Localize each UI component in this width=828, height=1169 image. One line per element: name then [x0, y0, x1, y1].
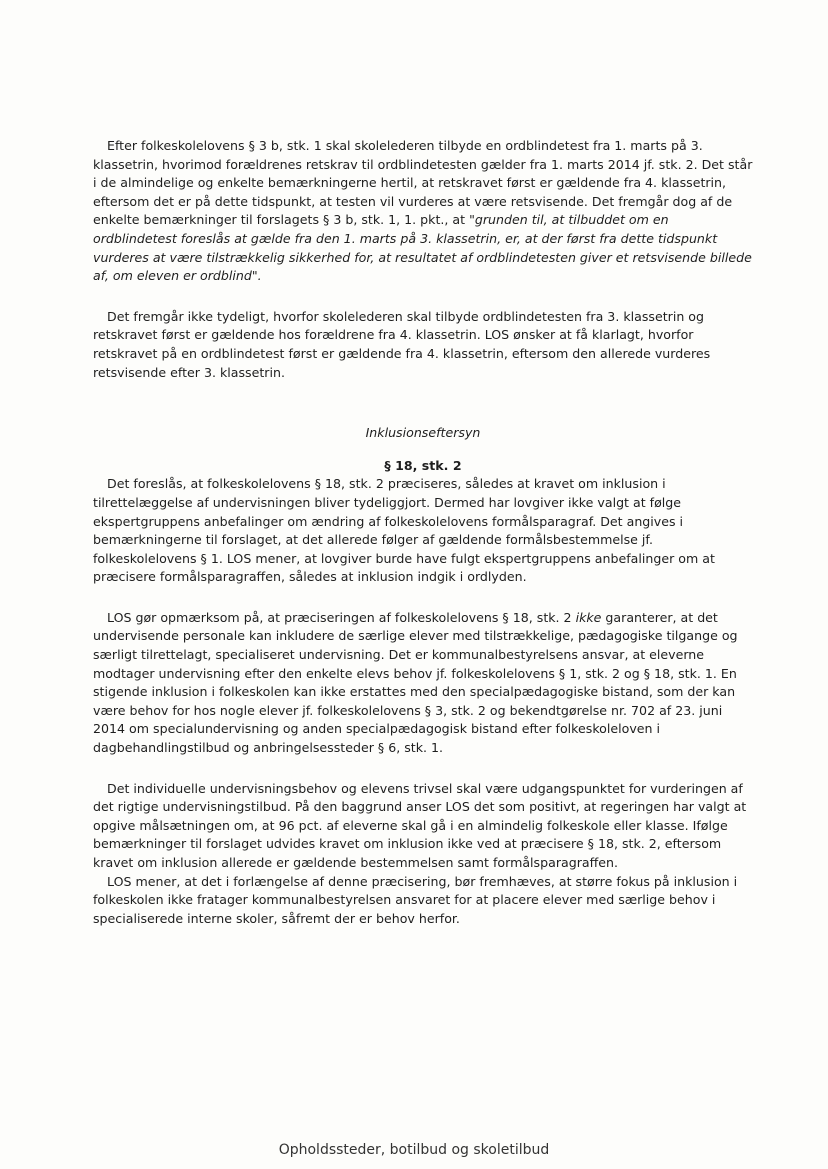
- document-body: [93, 137, 753, 928]
- paragraph-inklusion-2: [93, 609, 753, 758]
- paragraph-inklusion-4: LOS mener, at det i forlængelse af denne præcisering, bør fremhæves, at større fokus på inklusion i folkeskolen ikke fratager kommunalbestyrelsen ansvaret for at placere elever med særlige behov i specialiserede interne skoler, såfremt der er behov herfor.: [93, 873, 738, 926]
- emphasis-text: ikke: [575, 609, 602, 625]
- paragraph-text: Efter folkeskolelovens § 3 b, stk. 1 skal skolelederen tilbyde en ordblindetest fra 1. marts på 3. klassetrin, hvorimod forældrenes retskrav til ordblindetesten gælder fra 1. marts 2014 jf. stk. 2. Det står i de almindelige og enkelte bemærkningerne hertil, at retskravet først er gældende fra 4. klassetrin, eftersom det er på dette tidspunkt, at testen vil vurderes at være retsvisende. Det fremgår dog af de enkelte bemærkninger til forslagets § 3 b, stk. 1, 1. pkt., at: [93, 138, 753, 228]
- paragraph-text: garanterer, at det undervisende personale kan inkludere de særlige elever med tilstrækkelige, pædagogiske tilgange og særligt tilrettelagt, specialiseret undervisning. Det er kommunalbestyrelsens ansvar, at eleverne modtager undervisning efter den enkelte elevs behov jf. folkeskolelovens § 1, stk. 2 og § 18, stk. 1. En stigende inklusion i folkeskolen kan ikke erstattes med den specialpædagogiske bistand, som der kan være behov for hos nogle elever jf. folkeskolelovens § 3, stk. 2 og bekendtgørelse nr. 702 af 23. juni 2014 om specialundervisning og anden specialpædagogisk bistand efter folkeskoleloven i dagbehandlingstilbud og anbringelsessteder § 6, stk. 1.: [93, 609, 738, 756]
- page-footer: Opholdssteder, botilbud og skoletilbud: [278, 1142, 550, 1158]
- section-heading: Inklusionseftersyn: [365, 425, 481, 441]
- paragraph-retskrav: Det fremgår ikke tydeligt, hvorfor skolelederen skal tilbyde ordblindetesten fra 3. klassetrin og retskravet først er gældende hos forældrene fra 4. klassetrin. LOS ønsker at få klarlagt, hvorfor retskravet på en ordblindetest først er gældende fra 4. klassetrin, eftersom den allerede vurderes retsvisende efter 3. klassetrin.: [93, 308, 711, 380]
- paragraph-inklusion-3: Det individuelle undervisningsbehov og elevens trivsel skal være udgangspunktet for vurderingen af det rigtige undervisningstilbud. På den baggrund anser LOS det som positivt, at regeringen har valgt at opgive målsætningen om, at 96 pct. af eleverne skal gå i en almindelig folkeskole eller klasse. Ifølge bemærkninger til forslaget udvides kravet om inklusion ikke ved at præcisere § 18, stk. 2, eftersom kravet om inklusion allerede er gældende bestemmelsen samt formålsparagraffen.: [93, 780, 747, 870]
- paragraph-ordblindetest: [93, 137, 753, 286]
- paragraph-inklusion-1: Det foreslås, at folkeskolelovens § 18, stk. 2 præciseres, således at kravet om inklusion i tilrettelæggelse af undervisningen bliver tydeliggjort. Dermed har lovgiver ikke valgt at følge ekspertgruppens anbefalinger om ændring af folkeskolelovens formålsparagraf. Det angives i bemærkningerne til forslaget, at det allerede følger af gældende formålsbestemmelse jf. folkeskolelovens § 1. LOS mener, at lovgiver burde have fulgt ekspertgruppens anbefalinger om at præcisere formålsparagraffen, således at inklusion indgik i ordlyden.: [93, 476, 715, 585]
- section-subheading: § 18, stk. 2: [384, 457, 462, 473]
- paragraph-text: LOS gør opmærksom på, at præciseringen af folkeskolelovens § 18, stk. 2: [107, 609, 576, 625]
- quote-text: "grunden til, at tilbuddet om en ordblindetest foreslås at gælde fra den 1. marts på 3. klassetrin, er, at der først fra dette tidspunkt vurderes at være tilstrækkelig sikkerhed for, at resultatet af ordblindetesten giver et retsvisende billede af, om eleven er ordblind".: [93, 212, 752, 284]
